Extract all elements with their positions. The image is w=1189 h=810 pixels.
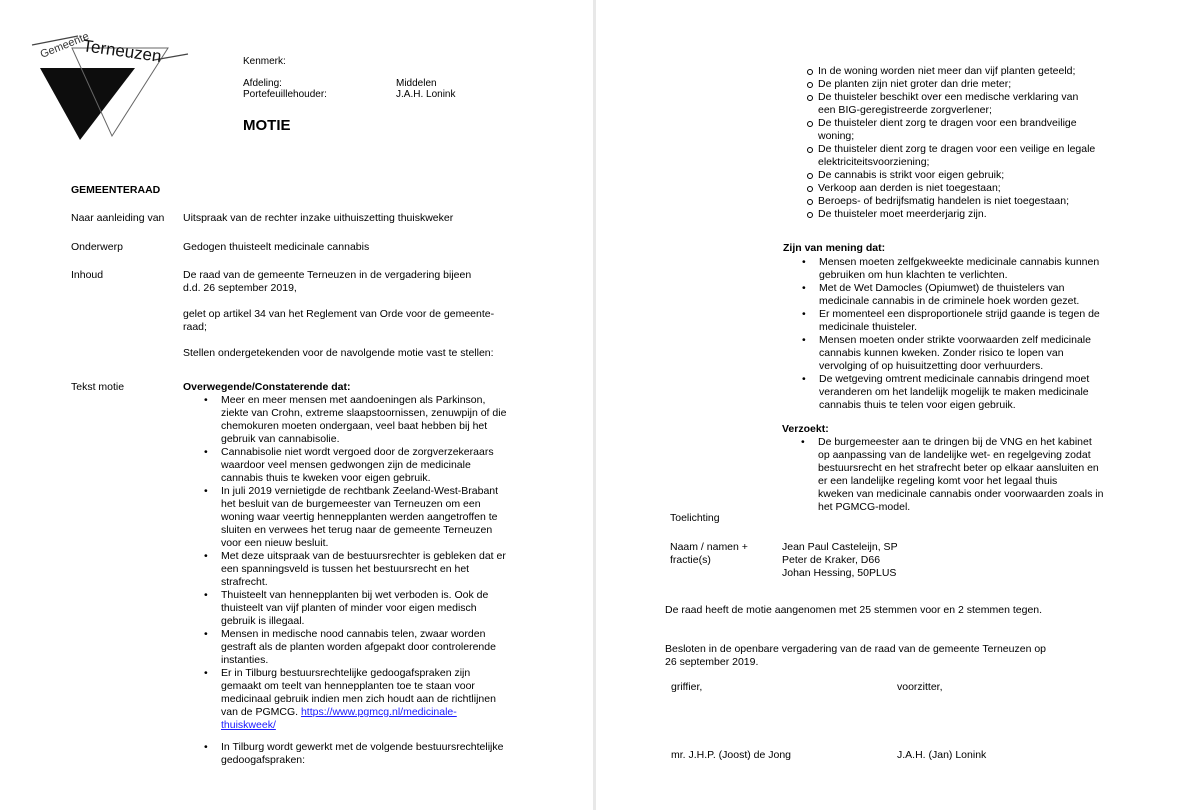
kenmerk-label: Kenmerk: xyxy=(243,56,286,67)
afdeling-value: Middelen xyxy=(396,78,437,89)
bullet-icon: • xyxy=(802,308,806,320)
pgmcg-link[interactable]: https://www.pgmcg.nl/medicinale- xyxy=(300,706,457,718)
onderwerp-label: Onderwerp xyxy=(71,241,123,253)
bullet-icon xyxy=(807,121,813,127)
document-page-right xyxy=(596,0,1189,810)
verzoekt-heading: Verzoekt: xyxy=(782,423,829,435)
bullet-icon: • xyxy=(204,667,208,679)
inhoud-paragraph-3: Stellen ondergetekenden voor de navolgende motie vast te stellen: xyxy=(183,347,494,359)
besloten-statement: Besloten in de openbare vergadering van de raad van de gemeente Terneuzen op 26 september 2019. xyxy=(665,643,1047,668)
document-page-left xyxy=(0,0,593,810)
bullet-icon: • xyxy=(802,256,806,268)
list-item: • De burgemeester aan te dringen bij de VNG en het kabinet op aanpassing van de landelijke wet- en regelgeving zodat bestuursrecht en het strafrecht beter op elkaar aansluiten en er een landelijke regeling komt voor het legaal thuis kweken van medicinale cannabis onder voorwaarden zoals in het PGMCG-model. xyxy=(801,436,1104,513)
list-item: • Mensen moeten zelfgekweekte medicinale cannabis kunnen gebruiken om hun klachten te verlichten. xyxy=(802,256,1100,281)
bullet-icon xyxy=(807,212,813,218)
bullet-icon xyxy=(807,199,813,205)
list-item: De thuisteler dient zorg te dragen voor een veilige en legale elektriciteitsvoorziening; xyxy=(818,143,1118,169)
list-item: De cannabis is strikt voor eigen gebruik; xyxy=(818,169,1118,182)
logo-text-main: Terneuzen xyxy=(81,36,163,67)
bullet-icon xyxy=(807,173,813,179)
bullet-icon: • xyxy=(204,394,208,406)
voorzitter-name: J.A.H. (Jan) Lonink xyxy=(897,749,987,761)
bullet-icon: • xyxy=(204,446,208,458)
list-item: • Met de Wet Damocles (Opiumwet) de thuistelers van medicinale cannabis in de criminele hoek worden gezet. xyxy=(802,282,1080,307)
bullet-icon xyxy=(807,82,813,88)
tilburg-bullet-list xyxy=(204,667,531,732)
griffier-label: griffier, xyxy=(671,681,703,693)
naar-aanleiding-label: Naar aanleiding van xyxy=(71,212,165,224)
inhoud-line: d.d. 26 september 2019, xyxy=(183,282,297,294)
bullet-icon: • xyxy=(802,282,806,294)
indiener-name: Jean Paul Casteleijn, SP xyxy=(782,541,898,553)
gemeente-terneuzen-logo xyxy=(30,18,195,143)
inhoud-paragraph-2 xyxy=(183,308,528,334)
afdeling-label: Afdeling: xyxy=(243,78,282,89)
list-item: • Er in Tilburg bestuursrechtelijke gedoogafspraken zijn gemaakt om teelt van hennepplanten toe te staan voor medicinaal gebruik indien men zich houdt aan de richtlijnen van de PGMCG. https://www.pgmcg.nl/medicinale- thuiskweek/ xyxy=(204,667,496,731)
result-statement: De raad heeft de motie aangenomen met 25 stemmen voor en 2 stemmen tegen. xyxy=(665,604,1043,616)
list-item: De thuisteler dient zorg te dragen voor een brandveilige woning; xyxy=(818,117,1118,143)
bullet-icon: • xyxy=(204,741,208,753)
bullet-icon xyxy=(807,95,813,101)
bullet-icon xyxy=(807,69,813,75)
bullet-icon: • xyxy=(204,628,208,640)
bullet-icon: • xyxy=(204,589,208,601)
onderwerp-value: Gedogen thuisteelt medicinale cannabis xyxy=(183,241,370,253)
logo-text-top: Gemeente xyxy=(38,30,91,61)
list-item: De thuisteler moet meerderjarig zijn. xyxy=(818,208,1118,221)
list-item: • Mensen in medische nood cannabis telen, zwaar worden gestraft als de planten worden afgepakt door controlerende instanties. xyxy=(204,628,496,666)
last-bullet-list xyxy=(204,741,531,767)
list-item: De planten zijn niet groter dan drie meter; xyxy=(818,78,1118,91)
verzoekt-bullet-list xyxy=(801,436,1138,514)
tekst-motie-label: Tekst motie xyxy=(71,381,125,393)
list-item: • In Tilburg wordt gewerkt met de volgende bestuursrechtelijke gedoogafspraken: xyxy=(204,741,504,766)
bullet-icon xyxy=(807,186,813,192)
list-item: De thuisteler beschikt over een medische verklaring van een BIG-geregistreerde zorgverlener; xyxy=(818,91,1118,117)
portefeuillehouder-label: Portefeuillehouder: xyxy=(243,89,327,100)
list-item: • Cannabisolie niet wordt vergoed door de zorgverzekeraars waardoor veel mensen gedwongen zijn de medicinale cannabis thuis te kweken voor eigen gebruik. xyxy=(204,446,494,484)
list-item: • Mensen moeten onder strikte voorwaarden zelf medicinale cannabis kunnen kweken. Zonder risico te lopen van vervolging of op huisuitzetting door verhuurders. xyxy=(802,334,1091,372)
logo-triangle-icon xyxy=(30,18,195,143)
bullet-icon xyxy=(807,147,813,153)
inhoud-line: raad; xyxy=(183,321,207,333)
naam-fractie-label: Naam / namen + fractie(s) xyxy=(670,541,748,566)
document-title: MOTIE xyxy=(243,117,291,134)
mening-heading: Zijn van mening dat: xyxy=(783,242,886,254)
overwegende-bullet-list xyxy=(204,394,531,667)
bullet-icon: • xyxy=(801,436,805,448)
bullet-icon: • xyxy=(802,373,806,385)
portefeuillehouder-value: J.A.H. Lonink xyxy=(396,89,456,100)
list-item: • Met deze uitspraak van de bestuursrechter is gebleken dat er een spanningsveld is tussen het bestuursrecht en het strafrecht. xyxy=(204,550,506,588)
list-item: Verkoop aan derden is niet toegestaan; xyxy=(818,182,1118,195)
indiener-name: Johan Hessing, 50PLUS xyxy=(782,567,897,579)
griffier-name: mr. J.H.P. (Joost) de Jong xyxy=(671,749,792,761)
gedoog-conditions-list xyxy=(818,65,1118,221)
inhoud-label: Inhoud xyxy=(71,269,104,281)
mening-bullet-list xyxy=(802,256,1129,412)
voorzitter-label: voorzitter, xyxy=(897,681,943,693)
list-item: • Thuisteelt van hennepplanten bij wet verboden is. Ook de thuisteelt van vijf planten of minder voor eigen medisch gebruik is illegaal. xyxy=(204,589,489,627)
inhoud-paragraph-1 xyxy=(183,269,528,295)
overwegende-heading: Overwegende/Constaterende dat: xyxy=(183,381,351,393)
list-item: • Er momenteel een disproportionele strijd gaande is tegen de medicinale thuisteler. xyxy=(802,308,1100,333)
indieners-names xyxy=(782,541,898,580)
pgmcg-link-continued[interactable]: thuiskweek/ xyxy=(221,719,276,731)
svg-text:Terneuzen xyxy=(81,36,162,66)
naar-aanleiding-value: Uitspraak van de rechter inzake uithuiszetting thuiskweker xyxy=(183,212,454,224)
list-item: • De wetgeving omtrent medicinale cannabis dringend moet veranderen om het landelijk mogelijk te maken medicinale cannabis thuis te telen voor eigen gebruik. xyxy=(802,373,1090,411)
list-item: In de woning worden niet meer dan vijf planten geteeld; xyxy=(818,65,1118,78)
inhoud-line: gelet op artikel 34 van het Reglement van Orde voor de gemeente- xyxy=(183,308,495,320)
list-item: • In juli 2019 vernietigde de rechtbank Zeeland-West-Brabant het besluit van de burgemeester van Terneuzen om een woning waar veertig hennepplanten werden aangetroffen te sluiten en verwees het terug naar de gemeente Terneuzen voor een nieuw besluit. xyxy=(204,485,499,549)
indiener-name: Peter de Kraker, D66 xyxy=(782,554,881,566)
bullet-icon: • xyxy=(204,550,208,562)
inhoud-line: De raad van de gemeente Terneuzen in de vergadering bijeen xyxy=(183,269,472,281)
bullet-icon: • xyxy=(802,334,806,346)
section-title: GEMEENTERAAD xyxy=(71,184,161,196)
toelichting-label: Toelichting xyxy=(670,512,720,524)
list-item: Beroeps- of bedrijfsmatig handelen is niet toegestaan; xyxy=(818,195,1118,208)
bullet-icon: • xyxy=(204,485,208,497)
list-item: • Meer en meer mensen met aandoeningen als Parkinson, ziekte van Crohn, extreme slaapstoornissen, zenuwpijn of die chemokuren moeten ondergaan, veel baat hebben bij het gebruik van cannabisolie. xyxy=(204,394,507,445)
